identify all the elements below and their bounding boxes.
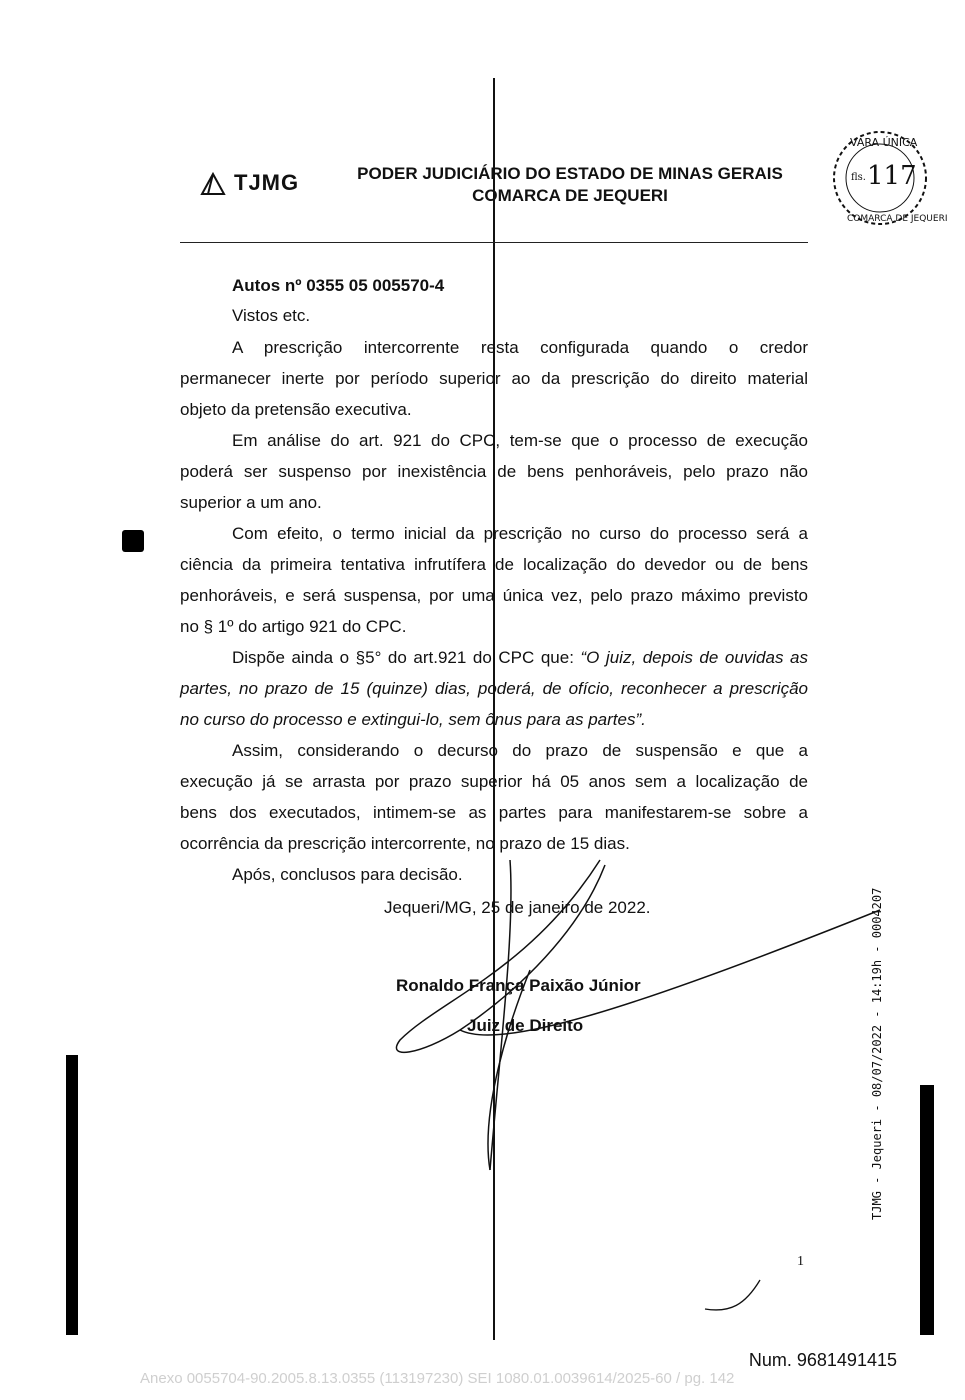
place-date: Jequeri/MG, 25 de janeiro de 2022. bbox=[384, 898, 651, 917]
p4-quote-1: “O juiz, depois de ouvidas as bbox=[580, 648, 808, 667]
footer-annex-watermark: Anexo 0055704-90.2005.8.13.0355 (113197230) SEI 1080.01.0039614/2025-60 / pg. 142 bbox=[140, 1370, 735, 1387]
page-mark: 1 bbox=[797, 1254, 804, 1269]
p4-line-1 bbox=[180, 642, 808, 673]
court-seal-stamp bbox=[815, 128, 948, 228]
p5-line-1: Assim, considerando o decurso do prazo de suspensão e que a bbox=[232, 741, 808, 760]
signer-name: Ronaldo França Paixão Júnior bbox=[396, 976, 641, 995]
p4-quote-3: no curso do processo e extingui-lo, sem ônus para as partes”. bbox=[180, 710, 646, 729]
p3-line-1: Com efeito, o termo inicial da prescrição no curso do processo será a bbox=[232, 524, 808, 543]
signer-title: Juiz de Direito bbox=[467, 1016, 584, 1035]
greeting: Vistos etc. bbox=[232, 306, 311, 325]
seal-fls: fls. bbox=[851, 172, 866, 183]
scan-punch-mark bbox=[122, 530, 144, 552]
p1-line-3: objeto da pretensão executiva. bbox=[180, 400, 412, 419]
p5-line-4: ocorrência da prescrição intercorrente, no prazo de 15 dias. bbox=[180, 834, 630, 853]
p3-line-2: ciência da primeira tentativa infrutífera de localização do devedor ou de bens bbox=[180, 555, 808, 574]
logo-text: TJMG bbox=[234, 170, 300, 195]
triangle-logo-icon bbox=[200, 172, 226, 196]
seal-text-bottom: COMARCA DE JEQUERI bbox=[847, 214, 948, 224]
p2-line-2: poderá ser suspenso por inexistência de bens penhoráveis, pelo prazo não bbox=[180, 462, 808, 481]
scan-margin-bar-left bbox=[66, 1055, 78, 1335]
case-number: Autos nº 0355 05 005570-4 bbox=[232, 276, 445, 295]
initials-mark bbox=[700, 1275, 770, 1315]
side-protocol-stamp bbox=[870, 880, 900, 1220]
header-line-1: PODER JUDICIÁRIO DO ESTADO DE MINAS GERAIS bbox=[357, 164, 783, 183]
footer-document-number: Num. 9681491415 bbox=[748, 1350, 897, 1370]
p6: Após, conclusos para decisão. bbox=[232, 865, 463, 884]
header-line-2: COMARCA DE JEQUERI bbox=[472, 186, 668, 205]
p3-line-3: penhoráveis, e será suspensa, por uma única vez, pelo prazo máximo previsto bbox=[180, 586, 808, 605]
handwritten-signature bbox=[380, 850, 900, 1180]
p5-line-3: bens dos executados, intimem-se as partes para manifestarem-se sobre a bbox=[180, 803, 808, 822]
tjmg-logo bbox=[200, 170, 299, 196]
header-rule bbox=[180, 242, 808, 243]
p5-line-2: execução já se arrasta por prazo superior há 05 anos sem a localização de bbox=[180, 772, 808, 791]
scan-margin-bar-right bbox=[920, 1085, 934, 1335]
seal-handwritten-number: 117 bbox=[867, 161, 917, 191]
p3-line-4: no § 1º do artigo 921 do CPC. bbox=[180, 617, 407, 636]
p2-line-3: superior a um ano. bbox=[180, 493, 322, 512]
p2-line-1: Em análise do art. 921 do CPC, tem-se que o processo de execução bbox=[232, 431, 808, 450]
p4-quote-2: partes, no prazo de 15 (quinze) dias, poderá, de ofício, reconhecer a prescrição bbox=[180, 679, 808, 698]
seal-text-top: VARA ÚNICA bbox=[850, 136, 918, 149]
p4-intro: Dispõe ainda o §5° do art.921 do CPC que: bbox=[232, 648, 581, 667]
p1-line-2: permanecer inerte por período superior ao da prescrição do direito material bbox=[180, 369, 808, 388]
p1-line-1: A prescrição intercorrente resta configurada quando o credor bbox=[232, 338, 808, 357]
side-protocol-text: TJMG - Jequeri - 08/07/2022 - 14:19h - 0004207 bbox=[870, 887, 884, 1220]
